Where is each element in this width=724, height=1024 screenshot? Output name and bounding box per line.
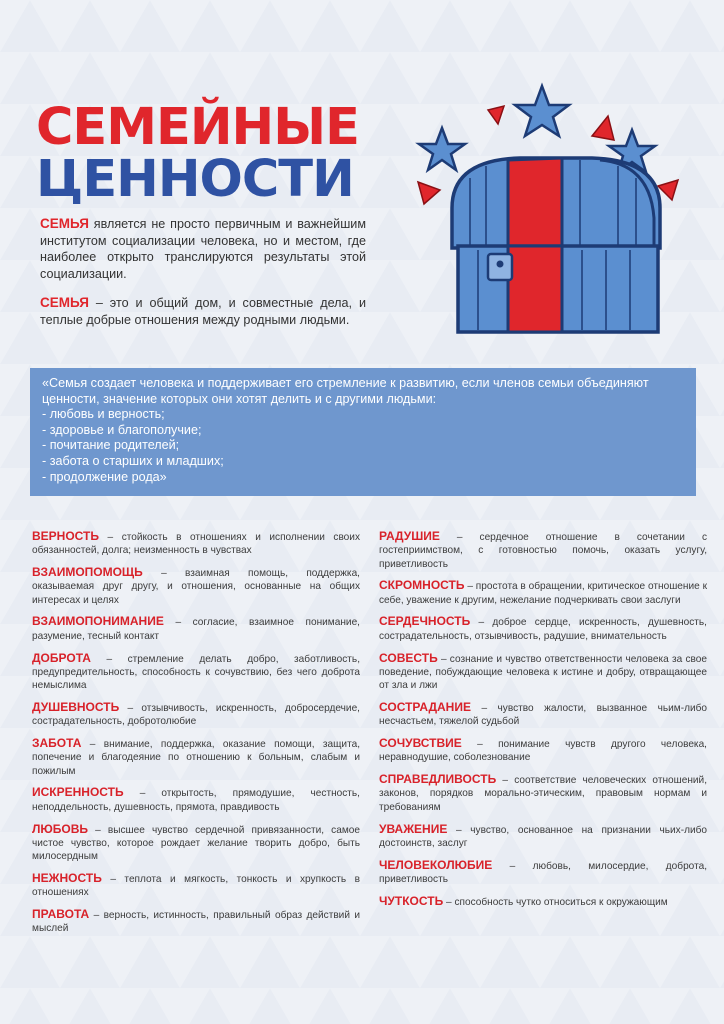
value-definition: – понимание чувств другого человека, неравнодушие, соболезнование [379, 739, 707, 764]
value-definition: – открытость, прямодушие, честность, неподдельность, душевность, прямота, правдивость [32, 788, 360, 813]
value-entry [379, 737, 707, 765]
quote-list [42, 407, 684, 485]
value-entry [379, 773, 707, 814]
value-term: УВАЖЕНИЕ [379, 821, 448, 836]
quote-list-item: - почитание родителей; [42, 438, 180, 453]
triangle-icon [418, 182, 440, 204]
value-term: СОЧУВСТВИЕ [379, 736, 462, 751]
quote-block [30, 368, 696, 496]
quote-list-item: - здоровье и благополучие; [42, 422, 202, 437]
intro-paragraph-2 [40, 295, 366, 328]
value-term: ДУШЕВНОСТЬ [32, 699, 120, 714]
value-definition: – согласие, взаимное понимание, разумение, тесный контакт [32, 617, 360, 642]
triangle-icon [592, 116, 614, 140]
values-column-left [32, 530, 360, 944]
value-term: ВЗАИМОПОНИМАНИЕ [32, 614, 164, 629]
value-term: ПРАВОТА [32, 907, 90, 922]
title-line-2: ЦЕННОСТИ [36, 150, 354, 209]
value-term: ЧЕЛОВЕКОЛЮБИЕ [379, 857, 493, 872]
value-entry [32, 615, 360, 643]
value-definition: – стремление делать добро, заботливость, предупредительность, способность к сочувствию, без чего доброта немыслима [32, 653, 360, 692]
quote-list-item: - продолжение рода» [42, 469, 167, 484]
triangle-icon [658, 180, 678, 200]
value-definition: – взаимная помощь, поддержка, оказываемая друг другу, и отношения, основанные на общих интересах и целях [32, 568, 360, 606]
value-definition: – внимание, поддержка, оказание помощи, защита, попечение и благодеяние по отношению к больным, слабым и пожилым [32, 739, 360, 777]
value-term: СКРОМНОСТЬ [379, 578, 465, 593]
value-term: ВЗАИМОПОМОЩЬ [32, 565, 143, 580]
intro-keyword: СЕМЬЯ [40, 295, 89, 311]
value-entry [379, 823, 707, 851]
star-icon [515, 86, 569, 136]
intro-paragraph-text: – это и общий дом, и совместные дела, и теплые добрые отношения между родными людьми. [40, 296, 366, 327]
value-definition: – верность, истинность, правильный образ действий и мыслей [32, 910, 360, 935]
value-entry [32, 823, 360, 864]
intro-paragraph-1 [40, 216, 366, 282]
value-definition: – доброе сердце, искренность, душевность, сострадательность, отзывчивость, радушие, внимательность [379, 617, 707, 642]
quote-text: «Семья создает человека и поддерживает его стремление к развитию, если членов семьи объединяют ценности, значение которых они хотят делить и с другими людьми: [42, 376, 649, 406]
intro-paragraph-text: является не просто первичным и важнейшим институтом социализации человека, но и местом, где наиболее открыто транслируются результаты этой социализации. [40, 217, 366, 281]
value-entry [32, 872, 360, 900]
value-definition: – теплота и мягкость, тонкость и хрупкость в отношениях [32, 873, 360, 899]
value-definition: – сердечное отношение в сочетании с гостеприимством, с готовностью помочь, оказать услугу, приветливость [379, 532, 707, 570]
value-entry [379, 530, 707, 571]
value-definition: – высшее чувство сердечной привязанности, самое чистое чувство, которое рождает желание творить добро, быть милосердным [32, 824, 360, 863]
value-entry [32, 701, 360, 729]
value-term: ЛЮБОВЬ [32, 821, 89, 836]
value-term: НЕЖНОСТЬ [32, 870, 102, 885]
value-entry [32, 566, 360, 607]
value-definition: – чувство, основанное на признании чьих-либо достоинств, заслуг [379, 824, 707, 849]
value-term: ДОБРОТА [32, 650, 91, 665]
value-entry [32, 737, 360, 778]
title-line-1: СЕМЕЙНЫЕ [36, 98, 359, 157]
value-definition: – простота в обращении, критическое отношение к себе, уважение к другим, нежелание подчеркивать свои заслуги [379, 581, 707, 606]
value-term: СОВЕСТЬ [379, 650, 438, 665]
values-column-right [379, 530, 707, 918]
value-term: СОСТРАДАНИЕ [379, 699, 471, 714]
value-definition: – стойкость в отношениях и исполнении своих обязанностей, долга; неизменность в чувствах [32, 532, 360, 557]
value-entry [32, 908, 360, 936]
value-entry [379, 859, 707, 887]
value-definition: – сознание и чувство ответственности человека за свое поведение, побуждающие человека к истине и добру, отвращающее от зла и лжи [379, 653, 707, 692]
value-term: ЧУТКОСТЬ [379, 893, 444, 908]
value-term: РАДУШИЕ [379, 529, 440, 543]
page-title [36, 98, 359, 209]
value-definition: – отзывчивость, искренность, доброcердечие, сострадательность, добротолюбие [32, 702, 360, 728]
value-entry [32, 652, 360, 693]
value-term: ИСКРЕННОСТЬ [32, 785, 124, 800]
value-entry [379, 895, 707, 909]
value-entry [379, 701, 707, 729]
quote-list-item: - забота о старших и младших; [42, 453, 224, 468]
triangle-icon [488, 106, 504, 124]
quote-list-item: - любовь и верность; [42, 407, 165, 422]
value-entry [379, 652, 707, 693]
value-term: СПРАВЕДЛИВОСТЬ [379, 772, 497, 787]
value-entry [379, 579, 707, 607]
intro-text [40, 216, 366, 342]
treasure-chest-illustration [410, 78, 696, 340]
value-entry [379, 615, 707, 643]
intro-keyword: СЕМЬЯ [40, 216, 89, 231]
value-term: ЗАБОТА [32, 736, 82, 751]
value-definition: – соответствие человеческих отношений, законов, порядков морально-этическим, правовым нормам и требованиям [379, 775, 707, 813]
value-term: СЕРДЕЧНОСТЬ [379, 614, 471, 629]
value-definition: – любовь, милосердие, доброта, приветливость [379, 860, 707, 885]
value-entry [32, 786, 360, 814]
value-definition: – чувство жалости, вызванное чьим-либо несчастьем, тяжелой судьбой [379, 702, 707, 728]
value-entry [32, 530, 360, 558]
value-definition: – способность чутко относиться к окружающим [443, 896, 668, 908]
star-icon [419, 128, 465, 170]
value-term: ВЕРНОСТЬ [32, 529, 99, 543]
